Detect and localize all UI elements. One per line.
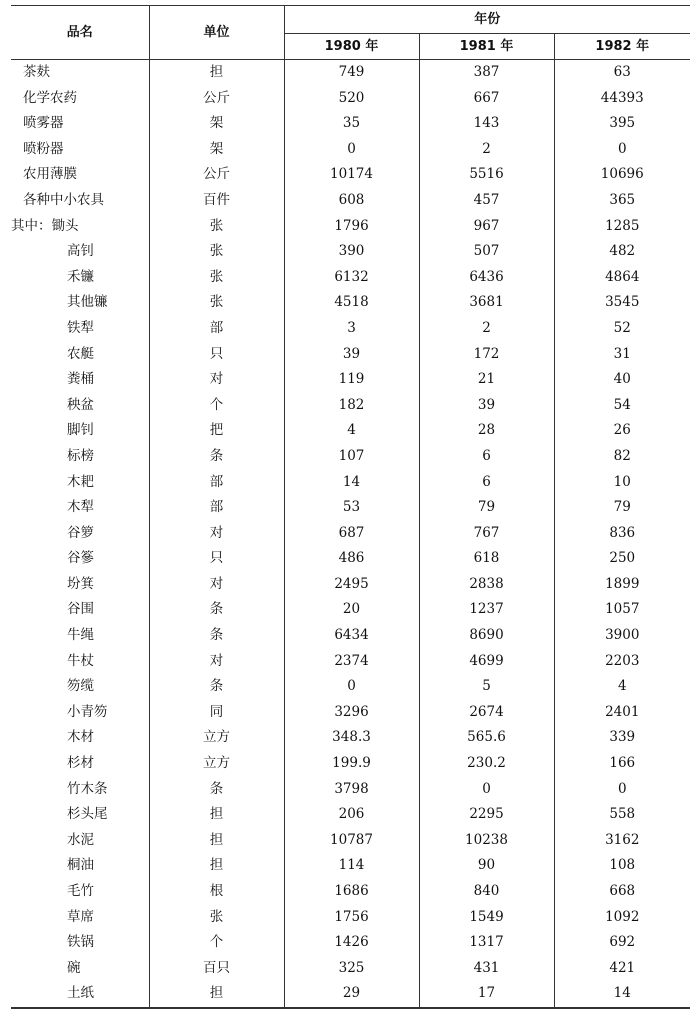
cell-unit: 条	[149, 623, 284, 649]
table-row	[11, 546, 690, 572]
cell-1980: 10174	[284, 162, 419, 188]
cell-1982: 2401	[554, 700, 690, 726]
cell-name: 农用薄膜	[11, 162, 149, 188]
header-name: 品名	[11, 6, 149, 60]
cell-name: 其他镰	[11, 290, 149, 316]
cell-unit: 担	[149, 828, 284, 854]
cell-name: 木材	[11, 725, 149, 751]
table-row	[11, 700, 690, 726]
cell-unit: 个	[149, 930, 284, 956]
cell-name: 喷雾器	[11, 111, 149, 137]
cell-1980: 206	[284, 802, 419, 828]
cell-1982: 0	[554, 137, 690, 163]
table-row	[11, 853, 690, 879]
cell-unit: 同	[149, 700, 284, 726]
cell-1981: 5	[419, 674, 554, 700]
table-body	[11, 60, 690, 1007]
cell-1980: 53	[284, 495, 419, 521]
cell-name: 坋箕	[11, 572, 149, 598]
cell-name: 土纸	[11, 981, 149, 1007]
cell-1980: 486	[284, 546, 419, 572]
table-header	[11, 6, 690, 60]
cell-1980: 20	[284, 597, 419, 623]
table-row	[11, 674, 690, 700]
cell-1980: 6132	[284, 265, 419, 291]
table-row	[11, 214, 690, 240]
cell-1982: 108	[554, 853, 690, 879]
cell-unit: 只	[149, 546, 284, 572]
cell-unit: 张	[149, 265, 284, 291]
cell-1982: 10696	[554, 162, 690, 188]
cell-name: 笏缆	[11, 674, 149, 700]
cell-1982: 482	[554, 239, 690, 265]
cell-name: 杉头尾	[11, 802, 149, 828]
cell-1980: 3296	[284, 700, 419, 726]
cell-unit: 担	[149, 853, 284, 879]
cell-1982: 52	[554, 316, 690, 342]
table-row	[11, 623, 690, 649]
table-row	[11, 86, 690, 112]
cell-unit: 把	[149, 418, 284, 444]
table-row	[11, 290, 690, 316]
cell-unit: 立方	[149, 751, 284, 777]
cell-name: 各种中小农具	[11, 188, 149, 214]
cell-unit: 根	[149, 879, 284, 905]
cell-1982: 2203	[554, 649, 690, 675]
table-row	[11, 188, 690, 214]
table-row	[11, 905, 690, 931]
cell-unit: 对	[149, 572, 284, 598]
cell-name: 禾镰	[11, 265, 149, 291]
cell-unit: 担	[149, 802, 284, 828]
cell-1981: 8690	[419, 623, 554, 649]
cell-1981: 90	[419, 853, 554, 879]
cell-1982: 1057	[554, 597, 690, 623]
cell-1981: 387	[419, 60, 554, 86]
cell-name: 牛杖	[11, 649, 149, 675]
table-row	[11, 495, 690, 521]
cell-1981: 4699	[419, 649, 554, 675]
cell-1982: 26	[554, 418, 690, 444]
cell-1980: 10787	[284, 828, 419, 854]
cell-1981: 1237	[419, 597, 554, 623]
cell-1981: 10238	[419, 828, 554, 854]
cell-1981: 2674	[419, 700, 554, 726]
table-row	[11, 60, 690, 86]
table-row	[11, 521, 690, 547]
cell-1982: 250	[554, 546, 690, 572]
table-row	[11, 751, 690, 777]
cell-1981: 2295	[419, 802, 554, 828]
cell-1981: 143	[419, 111, 554, 137]
cell-unit: 担	[149, 60, 284, 86]
cell-unit: 公斤	[149, 162, 284, 188]
cell-name: 小青笏	[11, 700, 149, 726]
cell-1982: 558	[554, 802, 690, 828]
cell-1981: 3681	[419, 290, 554, 316]
cell-1980: 114	[284, 853, 419, 879]
table-row	[11, 828, 690, 854]
cell-unit: 部	[149, 470, 284, 496]
cell-1980: 119	[284, 367, 419, 393]
cell-name: 水泥	[11, 828, 149, 854]
cell-unit: 个	[149, 393, 284, 419]
cell-unit: 张	[149, 290, 284, 316]
cell-1980: 107	[284, 444, 419, 470]
cell-name: 农艇	[11, 342, 149, 368]
cell-1981: 39	[419, 393, 554, 419]
cell-1980: 687	[284, 521, 419, 547]
cell-1981: 2838	[419, 572, 554, 598]
cell-1981: 230.2	[419, 751, 554, 777]
cell-unit: 对	[149, 367, 284, 393]
header-year-1980: 1980 年	[284, 34, 419, 60]
cell-1981: 967	[419, 214, 554, 240]
cell-1981: 6436	[419, 265, 554, 291]
cell-name: 茶麸	[11, 60, 149, 86]
table-row	[11, 342, 690, 368]
cell-1980: 39	[284, 342, 419, 368]
cell-unit: 架	[149, 111, 284, 137]
cell-name: 木耙	[11, 470, 149, 496]
table-row	[11, 930, 690, 956]
cell-1982: 3545	[554, 290, 690, 316]
cell-unit: 张	[149, 239, 284, 265]
cell-1982: 79	[554, 495, 690, 521]
cell-1981: 457	[419, 188, 554, 214]
cell-1980: 348.3	[284, 725, 419, 751]
cell-1982: 40	[554, 367, 690, 393]
cell-1981: 2	[419, 137, 554, 163]
cell-unit: 只	[149, 342, 284, 368]
table-bottom-rule	[11, 1007, 690, 1009]
cell-1982: 82	[554, 444, 690, 470]
cell-unit: 条	[149, 444, 284, 470]
cell-unit: 公斤	[149, 86, 284, 112]
cell-1981: 6	[419, 470, 554, 496]
cell-1982: 421	[554, 956, 690, 982]
table-row	[11, 316, 690, 342]
cell-1981: 1317	[419, 930, 554, 956]
cell-1982: 4	[554, 674, 690, 700]
cell-1980: 3798	[284, 777, 419, 803]
cell-name: 喷粉器	[11, 137, 149, 163]
cell-1980: 2374	[284, 649, 419, 675]
cell-name: 谷篸	[11, 546, 149, 572]
cell-1981: 6	[419, 444, 554, 470]
cell-1982: 44393	[554, 86, 690, 112]
cell-unit: 立方	[149, 725, 284, 751]
table-row	[11, 393, 690, 419]
cell-name: 谷围	[11, 597, 149, 623]
cell-name: 桐油	[11, 853, 149, 879]
cell-1980: 0	[284, 137, 419, 163]
cell-1982: 692	[554, 930, 690, 956]
cell-1982: 31	[554, 342, 690, 368]
cell-1981: 767	[419, 521, 554, 547]
cell-1982: 3900	[554, 623, 690, 649]
cell-1981: 172	[419, 342, 554, 368]
cell-1980: 0	[284, 674, 419, 700]
cell-unit: 对	[149, 521, 284, 547]
cell-1981: 17	[419, 981, 554, 1007]
cell-unit: 张	[149, 214, 284, 240]
cell-1980: 390	[284, 239, 419, 265]
cell-1981: 0	[419, 777, 554, 803]
cell-name: 毛竹	[11, 879, 149, 905]
table-row	[11, 162, 690, 188]
cell-name: 谷箩	[11, 521, 149, 547]
cell-unit: 条	[149, 674, 284, 700]
cell-1982: 395	[554, 111, 690, 137]
table-row	[11, 470, 690, 496]
cell-1981: 431	[419, 956, 554, 982]
cell-unit: 条	[149, 777, 284, 803]
table-row	[11, 239, 690, 265]
header-year-1981: 1981 年	[419, 34, 554, 60]
table-row	[11, 597, 690, 623]
cell-unit: 部	[149, 316, 284, 342]
cell-1980: 14	[284, 470, 419, 496]
cell-1980: 199.9	[284, 751, 419, 777]
cell-name: 杉材	[11, 751, 149, 777]
header-unit: 单位	[149, 6, 284, 60]
cell-1982: 0	[554, 777, 690, 803]
cell-unit: 对	[149, 649, 284, 675]
cell-name: 标榜	[11, 444, 149, 470]
cell-name: 高钊	[11, 239, 149, 265]
cell-1981: 1549	[419, 905, 554, 931]
cell-1980: 608	[284, 188, 419, 214]
cell-unit: 架	[149, 137, 284, 163]
table-row	[11, 725, 690, 751]
cell-1982: 54	[554, 393, 690, 419]
cell-1980: 35	[284, 111, 419, 137]
cell-name: 粪桶	[11, 367, 149, 393]
cell-1982: 668	[554, 879, 690, 905]
cell-1982: 1899	[554, 572, 690, 598]
header-year-group: 年份	[284, 6, 690, 34]
cell-unit: 百件	[149, 188, 284, 214]
table-row	[11, 444, 690, 470]
cell-name: 脚钊	[11, 418, 149, 444]
table-row	[11, 418, 690, 444]
cell-name: 牛绳	[11, 623, 149, 649]
cell-1981: 79	[419, 495, 554, 521]
cell-1980: 520	[284, 86, 419, 112]
cell-1980: 3	[284, 316, 419, 342]
cell-1981: 618	[419, 546, 554, 572]
cell-1980: 2495	[284, 572, 419, 598]
table-row	[11, 265, 690, 291]
cell-1981: 21	[419, 367, 554, 393]
cell-1982: 836	[554, 521, 690, 547]
data-table	[11, 6, 690, 1007]
table-row	[11, 777, 690, 803]
cell-1982: 1285	[554, 214, 690, 240]
cell-1980: 749	[284, 60, 419, 86]
table-row	[11, 802, 690, 828]
cell-1981: 840	[419, 879, 554, 905]
cell-name: 铁犁	[11, 316, 149, 342]
cell-name: 草席	[11, 905, 149, 931]
cell-1980: 182	[284, 393, 419, 419]
cell-1981: 5516	[419, 162, 554, 188]
cell-name: 其中：锄头	[11, 214, 149, 240]
cell-1981: 667	[419, 86, 554, 112]
table-row	[11, 981, 690, 1007]
cell-name: 竹木条	[11, 777, 149, 803]
table-row	[11, 137, 690, 163]
cell-1980: 29	[284, 981, 419, 1007]
table-row	[11, 367, 690, 393]
cell-1981: 2	[419, 316, 554, 342]
cell-name: 秧盆	[11, 393, 149, 419]
cell-1982: 166	[554, 751, 690, 777]
cell-1981: 28	[419, 418, 554, 444]
table-row	[11, 111, 690, 137]
cell-1980: 1686	[284, 879, 419, 905]
cell-1980: 6434	[284, 623, 419, 649]
cell-1980: 4518	[284, 290, 419, 316]
table-row	[11, 956, 690, 982]
cell-name: 化学农药	[11, 86, 149, 112]
cell-1980: 1796	[284, 214, 419, 240]
cell-1980: 325	[284, 956, 419, 982]
cell-name: 木犁	[11, 495, 149, 521]
cell-1982: 1092	[554, 905, 690, 931]
cell-1982: 365	[554, 188, 690, 214]
cell-1981: 565.6	[419, 725, 554, 751]
table-row	[11, 572, 690, 598]
cell-unit: 担	[149, 981, 284, 1007]
cell-1982: 63	[554, 60, 690, 86]
cell-unit: 部	[149, 495, 284, 521]
cell-name: 碗	[11, 956, 149, 982]
cell-unit: 条	[149, 597, 284, 623]
cell-1980: 4	[284, 418, 419, 444]
cell-1982: 10	[554, 470, 690, 496]
cell-1982: 4864	[554, 265, 690, 291]
cell-1980: 1756	[284, 905, 419, 931]
table-row	[11, 879, 690, 905]
table-row	[11, 649, 690, 675]
cell-1981: 507	[419, 239, 554, 265]
cell-1980: 1426	[284, 930, 419, 956]
cell-1982: 3162	[554, 828, 690, 854]
cell-1982: 14	[554, 981, 690, 1007]
cell-unit: 张	[149, 905, 284, 931]
cell-name: 铁锅	[11, 930, 149, 956]
cell-1982: 339	[554, 725, 690, 751]
cell-unit: 百只	[149, 956, 284, 982]
header-year-1982: 1982 年	[554, 34, 690, 60]
